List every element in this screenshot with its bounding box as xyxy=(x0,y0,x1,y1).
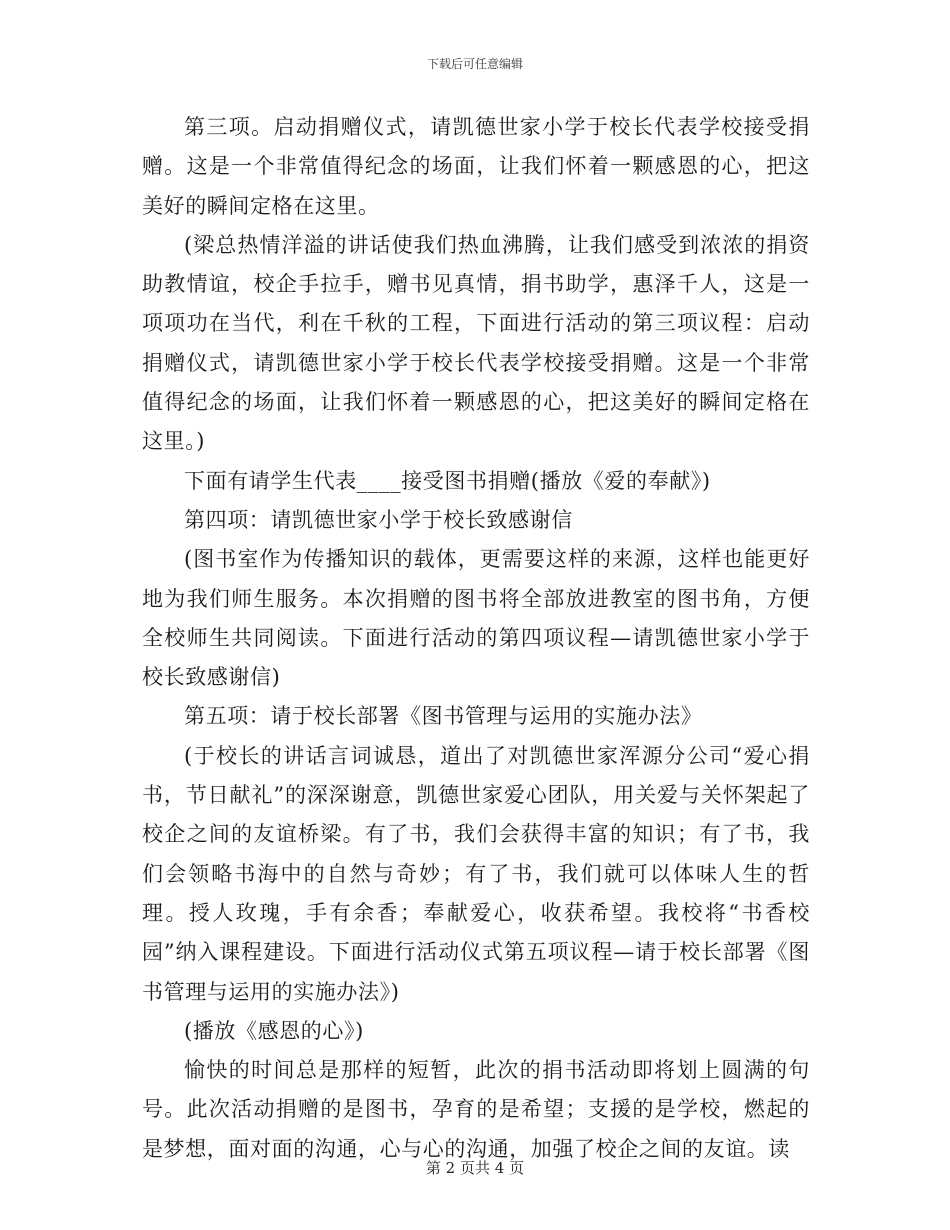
page-footer: 第 2 页共 4 页 xyxy=(425,1159,525,1177)
paragraph: (梁总热情洋溢的讲话使我们热血沸腾，让我们感受到浓浓的捐资助教情谊，校企手拉手，赠书见真情，捐书助学，惠泽千人，这是一项项功在当代，利在千秋的工程，下面进行活动的第三项议程：启动捐赠仪式，请凯德世家小学于校长代表学校接受捐赠。这是一个非常值得纪念的场面，让我们怀着一颗感恩的心，把这美好的瞬间定格在这里。) xyxy=(142,232,810,454)
paragraph: (于校长的讲话言词诚恳，道出了对凯德世家浑源分公司“爱心捐书，节日献礼”的深深谢意，凯德世家爱心团队，用关爱与关怀架起了校企之间的友谊桥梁。有了书，我们会获得丰富的知识；有了书，我们会领略书海中的自然与奇妙；有了书，我们就可以体味人生的哲理。授人玫瑰，手有余香；奉献爱心，收获希望。我校将“书香校园”纳入课程建设。下面进行活动仪式第五项议程—请于校长部署《图书管理与运用的实施办法》) xyxy=(142,743,810,1004)
page-header: 下载后可任意编辑 xyxy=(426,57,523,71)
paragraph: 下面有请学生代表____接受图书捐赠(播放《爱的奉献》) xyxy=(184,468,711,493)
paragraph: (播放《感恩的心》) xyxy=(184,1018,364,1043)
paragraph: 第三项。启动捐赠仪式，请凯德世家小学于校长代表学校接受捐赠。这是一个非常值得纪念的场面，让我们怀着一颗感恩的心，把这美好的瞬间定格在这里。 xyxy=(142,115,810,218)
paragraph: 愉快的时间总是那样的短暂，此次的捐书活动即将划上圆满的句号。此次活动捐赠的是图书，孕育的是希望；支援的是学校，燃起的是梦想，面对面的沟通，心与心的沟通，加强了校企之间的友谊。读 xyxy=(142,1058,810,1161)
paragraph: 第五项：请于校长部署《图书管理与运用的实施办法》 xyxy=(184,704,703,729)
paragraph: (图书室作为传播知识的载体，更需要这样的来源，这样也能更好地为我们师生服务。本次捐赠的图书将全部放进教室的图书角，方便全校师生共同阅读。下面进行活动的第四项议程—请凯德世家小学于校长致感谢信) xyxy=(142,547,810,690)
paragraph: 第四项：请凯德世家小学于校长致感谢信 xyxy=(184,507,573,532)
document-body xyxy=(142,108,810,1169)
